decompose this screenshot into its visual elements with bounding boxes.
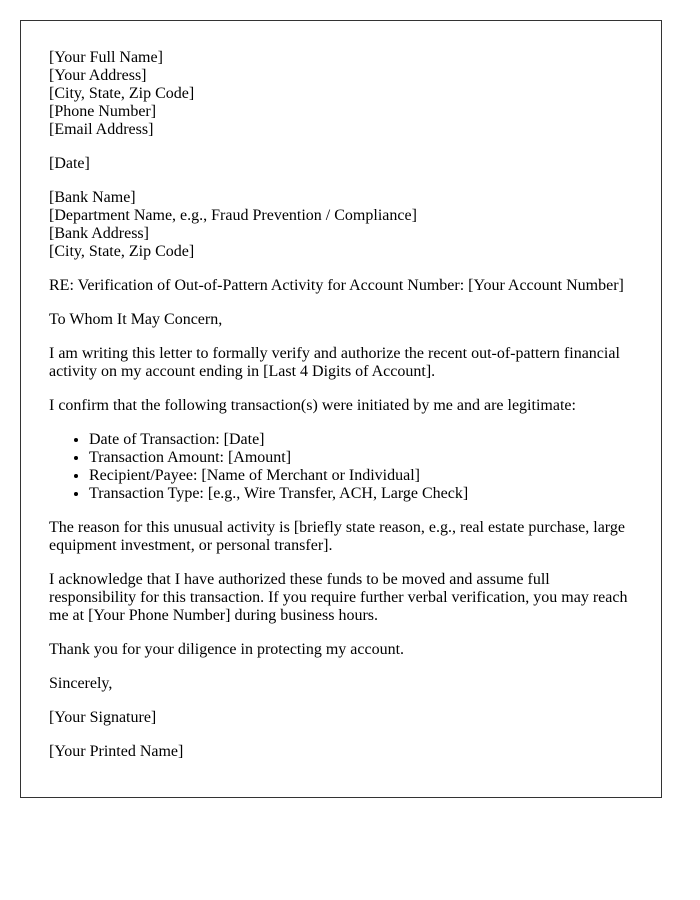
acknowledge-paragraph: I acknowledge that I have authorized these funds to be moved and assume full responsibility for this transaction. If you require further verbal verification, you may reach me at [Your Phone Number] during business hours. — [49, 571, 628, 624]
bank-city: [City, State, Zip Code] — [49, 243, 195, 260]
printed-name: [Your Printed Name] — [49, 743, 184, 760]
sender-address: [Your Address] — [49, 67, 147, 84]
list-item: • Recipient/Payee: [Name of Merchant or Individual] — [89, 467, 632, 485]
closing: Sincerely, — [49, 675, 113, 692]
thanks-paragraph: Thank you for your diligence in protecting my account. — [49, 641, 405, 658]
sender-phone: [Phone Number] — [49, 103, 157, 120]
sender-name: [Your Full Name] — [49, 49, 163, 66]
list-item: • Date of Transaction: [Date] — [89, 431, 632, 449]
department-name: [Department Name, e.g., Fraud Prevention / Compliance] — [49, 207, 417, 224]
date: [Date] — [49, 155, 90, 172]
salutation: To Whom It May Concern, — [49, 311, 223, 328]
signature: [Your Signature] — [49, 709, 157, 726]
list-item: • Transaction Amount: [Amount] — [89, 449, 632, 467]
sender-email: [Email Address] — [49, 121, 154, 138]
transaction-list — [49, 431, 632, 503]
list-item: • Transaction Type: [e.g., Wire Transfer, ACH, Large Check] — [89, 485, 632, 503]
letter — [20, 20, 662, 798]
bank-address: [Bank Address] — [49, 225, 149, 242]
intro-paragraph: I am writing this letter to formally verify and authorize the recent out-of-pattern financial activity on my account ending in [Last 4 Digits of Account]. — [49, 345, 620, 380]
sender-city: [City, State, Zip Code] — [49, 85, 195, 102]
confirm-paragraph: I confirm that the following transaction(s) were initiated by me and are legitimate: — [49, 397, 576, 414]
sender-block — [49, 49, 632, 139]
bank-name: [Bank Name] — [49, 189, 136, 206]
recipient-block — [49, 189, 632, 261]
reason-paragraph: The reason for this unusual activity is [briefly state reason, e.g., real estate purchase, large equipment investment, or personal transfer]. — [49, 519, 625, 554]
subject-line: RE: Verification of Out-of-Pattern Activity for Account Number: [Your Account Number] — [49, 277, 624, 294]
